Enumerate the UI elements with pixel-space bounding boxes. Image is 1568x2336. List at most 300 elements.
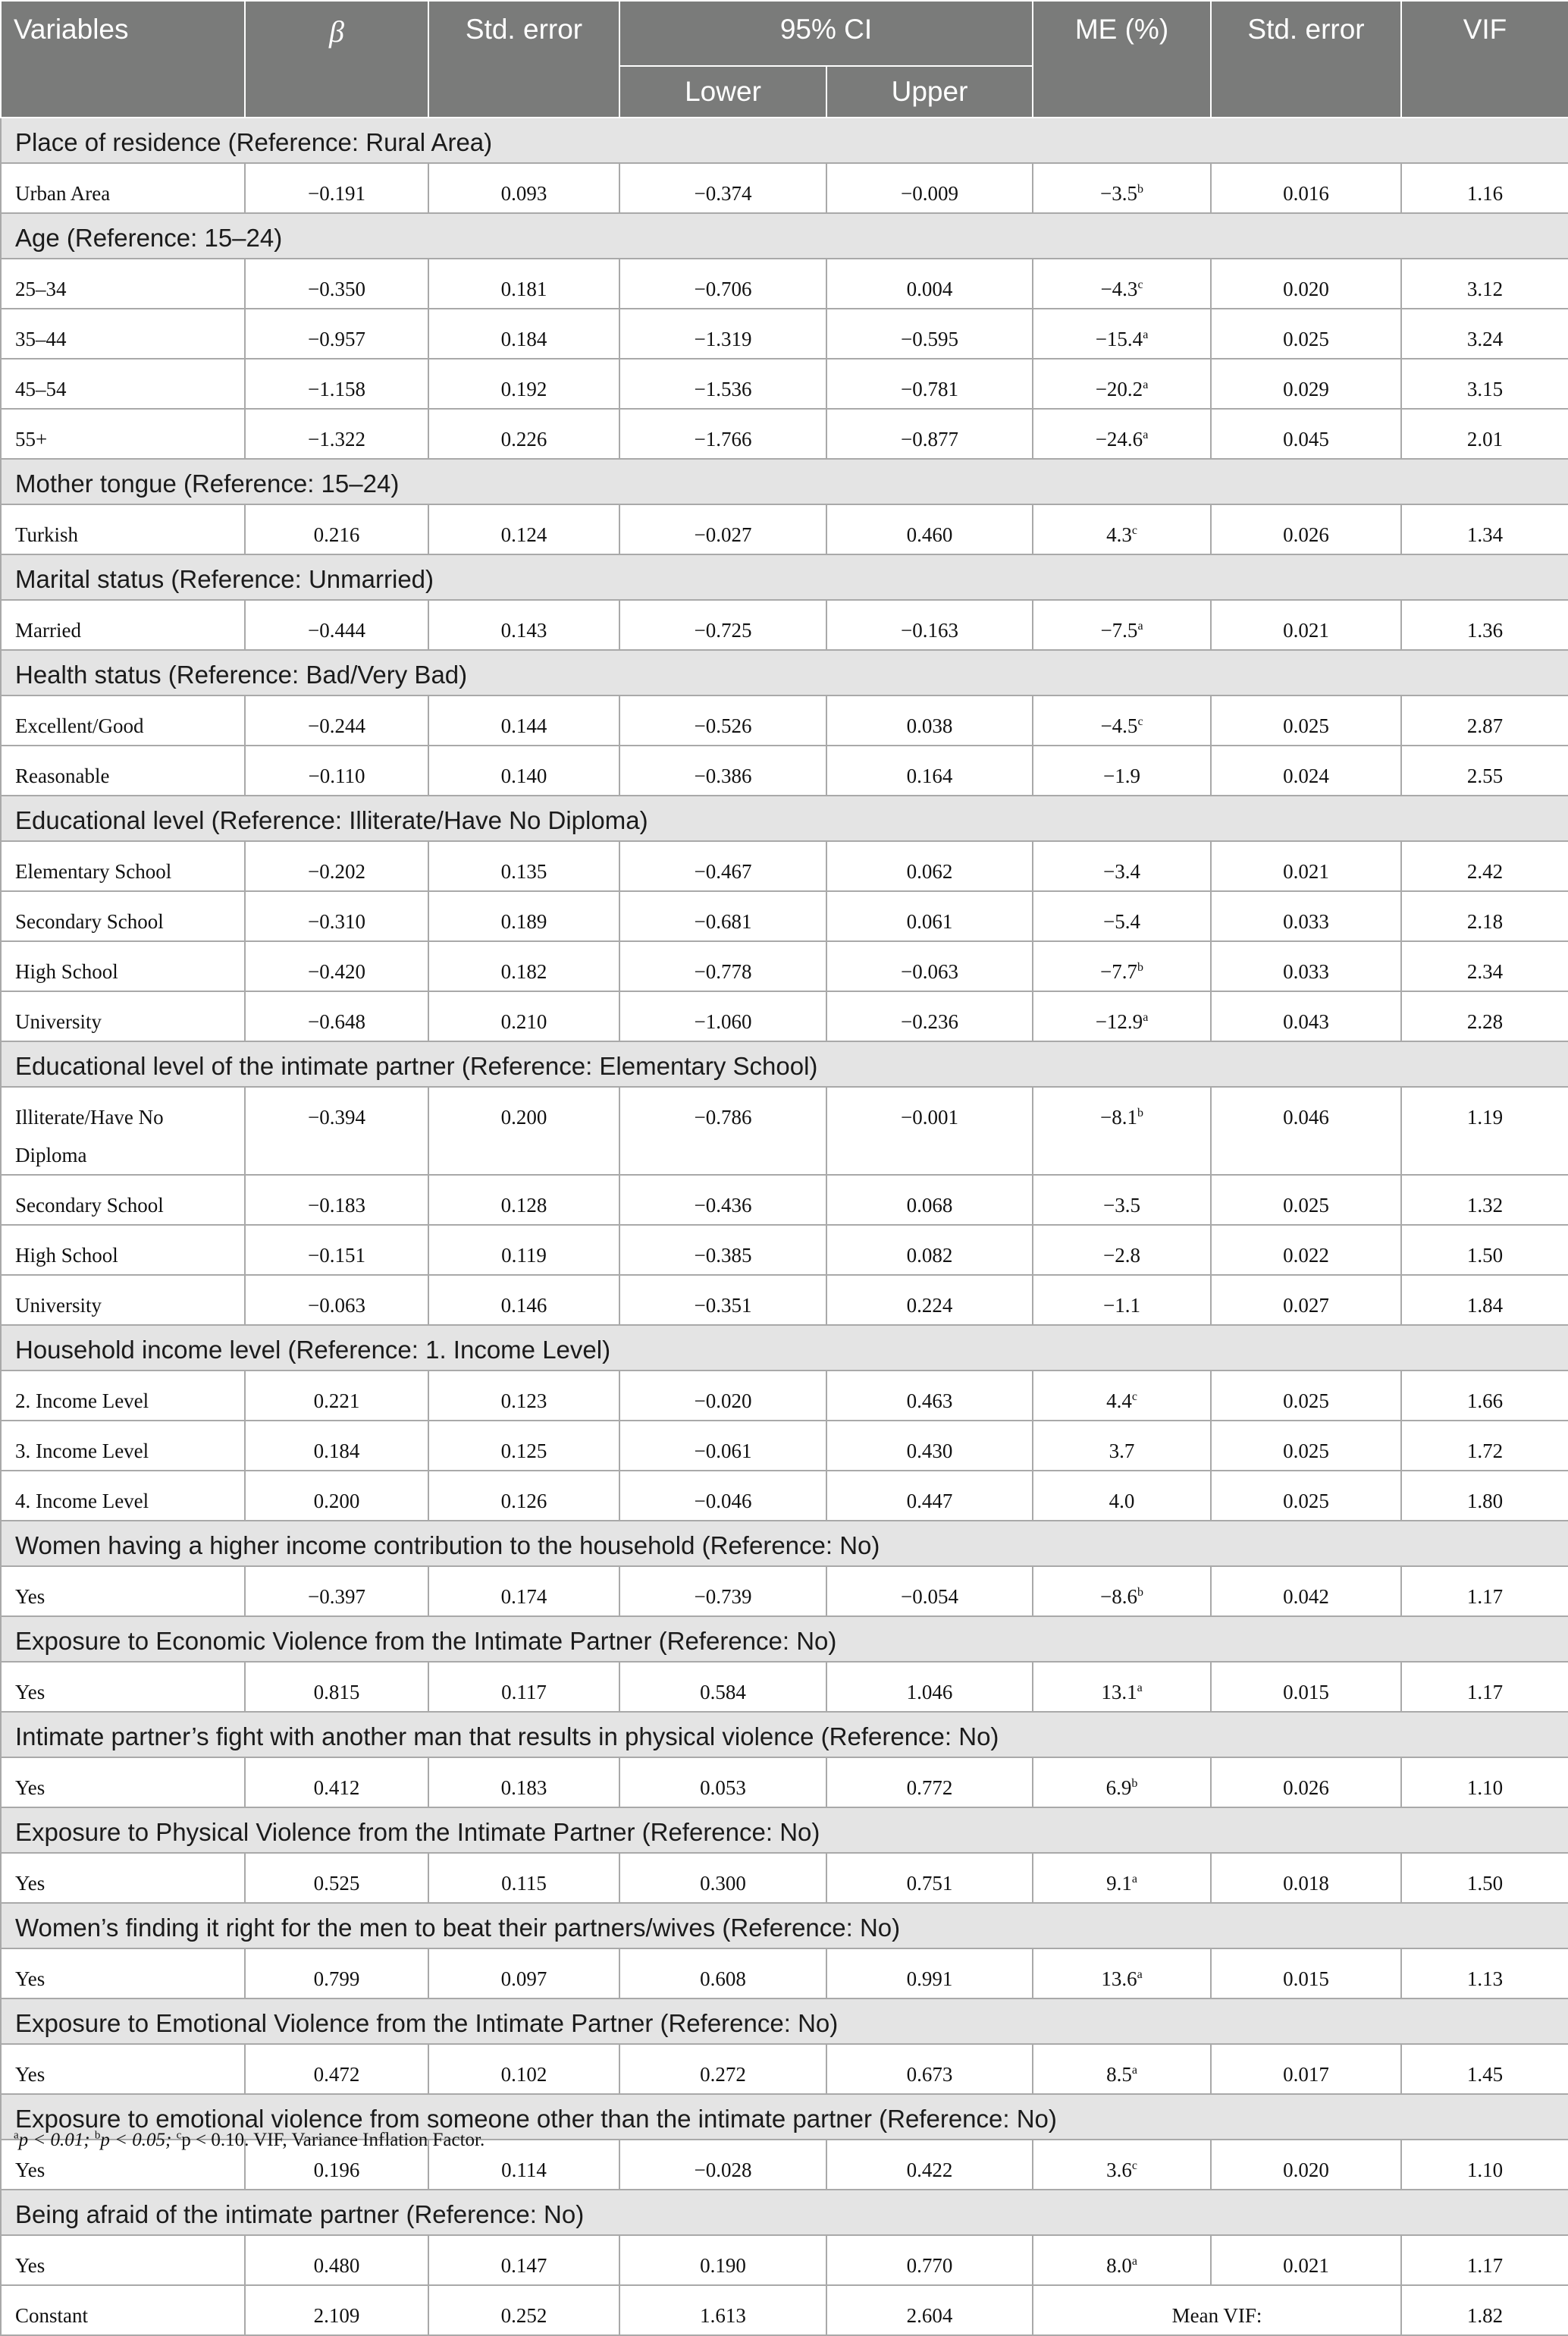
group-header-row [1,1325,1568,1371]
cell-ci-upper: 0.673 [826,2044,1033,2094]
cell-ci-upper: 0.772 [826,1757,1033,1807]
cell-vif: 2.28 [1401,991,1568,1041]
row-label: Married [1,600,245,650]
cell-beta: 0.200 [245,1471,428,1521]
group-title: Educational level (Reference: Illiterate/Have No Diploma) [1,796,1568,841]
cell-beta: −0.648 [245,991,428,1041]
cell-me-std-error: 0.024 [1211,746,1401,796]
footnote-mark-a: a [14,2129,19,2142]
cell-ci-lower: −0.436 [619,1175,826,1225]
table-row [1,1371,1568,1421]
header-ci-lower: Lower [619,66,826,118]
header-vif: VIF [1401,1,1568,118]
cell-me-std-error: 0.020 [1211,259,1401,309]
cell-ci-lower: 0.608 [619,1948,826,1998]
cell-beta: −1.158 [245,359,428,409]
me-value: −4.3 [1100,278,1138,300]
cell-vif: 2.42 [1401,841,1568,891]
cell-me [1033,1175,1211,1225]
cell-me [1033,1225,1211,1275]
cell-me [1033,1566,1211,1616]
cell-me [1033,1853,1211,1903]
cell-ci-lower: −1.060 [619,991,826,1041]
cell-ci-upper: −0.236 [826,991,1033,1041]
significance-mark: a [1143,1011,1149,1024]
table-row [1,1471,1568,1521]
cell-me [1033,1371,1211,1421]
cell-vif: 1.10 [1401,1757,1568,1807]
cell-ci-upper: 0.224 [826,1275,1033,1325]
mean-vif-label: Mean VIF: [1033,2285,1401,2335]
cell-ci-upper: −0.781 [826,359,1033,409]
cell-ci-upper: −0.063 [826,941,1033,991]
cell-me-std-error: 0.026 [1211,504,1401,554]
cell-ci-upper: 0.068 [826,1175,1033,1225]
me-value: 4.4 [1106,1389,1132,1412]
cell-ci-upper: 0.991 [826,1948,1033,1998]
me-value: −7.5 [1100,619,1138,642]
significance-mark: a [1137,620,1143,633]
cell-ci-lower: 0.584 [619,1662,826,1712]
row-label: Yes [1,1566,245,1616]
group-header-row [1,1807,1568,1853]
cell-ci-upper: 0.038 [826,695,1033,746]
table-row [1,841,1568,891]
cell-ci-lower: −1.319 [619,309,826,359]
row-label: Yes [1,2044,245,2094]
me-value: 9.1 [1106,1872,1132,1895]
cell-ci-lower: −0.046 [619,1471,826,1521]
cell-ci-lower: −0.027 [619,504,826,554]
me-value: −20.2 [1095,378,1143,400]
table-row [1,1421,1568,1471]
table-row [1,2235,1568,2285]
cell-beta: −0.202 [245,841,428,891]
cell-ci-upper: 0.004 [826,259,1033,309]
cell-ci-lower: 0.053 [619,1757,826,1807]
cell-me-std-error: 0.018 [1211,1853,1401,1903]
cell-std-error: 0.200 [428,1087,619,1175]
significance-mark: b [1137,183,1143,196]
me-value: 4.3 [1106,523,1132,546]
group-title: Being afraid of the intimate partner (Reference: No) [1,2190,1568,2235]
cell-std-error: 0.147 [428,2235,619,2285]
cell-me-std-error: 0.021 [1211,841,1401,891]
cell-beta: −0.397 [245,1566,428,1616]
me-value: 3.6 [1106,2159,1132,2181]
table-body [1,118,1568,2335]
group-header-row [1,1616,1568,1662]
cell-vif: 1.17 [1401,1662,1568,1712]
cell-beta: 0.221 [245,1371,428,1421]
row-label: Secondary School [1,1175,245,1225]
cell-ci-lower: −0.786 [619,1087,826,1175]
group-header-row [1,796,1568,841]
header-me: ME (%) [1033,1,1211,118]
cell-ci-lower: −0.374 [619,163,826,213]
group-title: Exposure to Economic Violence from the Intimate Partner (Reference: No) [1,1616,1568,1662]
me-value: −3.4 [1103,860,1140,883]
group-header-row [1,1041,1568,1087]
cell-ci-upper: 0.460 [826,504,1033,554]
significance-mark: b [1137,1586,1143,1599]
cell-me [1033,1662,1211,1712]
significance-mark: c [1137,715,1143,728]
cell-std-error: 0.125 [428,1421,619,1471]
me-value: −12.9 [1095,1010,1143,1033]
cell-ci-upper: −0.001 [826,1087,1033,1175]
group-header-row [1,1998,1568,2044]
cell-ci-lower: −0.351 [619,1275,826,1325]
me-value: −1.1 [1103,1294,1140,1317]
row-label: 55+ [1,409,245,459]
cell-me-std-error: 0.021 [1211,2235,1401,2285]
significance-mark: c [1131,1390,1137,1403]
cell-me [1033,504,1211,554]
me-value: −4.5 [1100,714,1138,737]
cell-vif: 2.01 [1401,409,1568,459]
cell-ci-lower: 0.300 [619,1853,826,1903]
cell-std-error: 0.189 [428,891,619,941]
group-title: Health status (Reference: Bad/Very Bad) [1,650,1568,695]
cell-beta: 2.109 [245,2285,428,2335]
cell-std-error: 0.128 [428,1175,619,1225]
table-header [1,1,1568,118]
table-row [1,504,1568,554]
cell-vif: 3.12 [1401,259,1568,309]
group-title: Educational level of the intimate partner (Reference: Elementary School) [1,1041,1568,1087]
cell-beta: −0.420 [245,941,428,991]
cell-me-std-error: 0.016 [1211,163,1401,213]
cell-me [1033,600,1211,650]
row-label: Yes [1,1948,245,1998]
cell-me-std-error: 0.015 [1211,1662,1401,1712]
significance-mark: a [1143,429,1149,441]
table-row [1,695,1568,746]
group-header-row [1,1903,1568,1948]
group-title: Mother tongue (Reference: 15–24) [1,459,1568,504]
cell-vif: 1.17 [1401,2235,1568,2285]
header-ci-upper: Upper [826,66,1033,118]
footnote-b: p < 0.05; [100,2130,177,2150]
me-value: −24.6 [1095,428,1143,451]
me-value: −3.5 [1100,182,1137,205]
cell-me [1033,359,1211,409]
cell-me [1033,1275,1211,1325]
cell-ci-upper: 0.463 [826,1371,1033,1421]
me-value: 8.5 [1106,2063,1132,2086]
row-label: University [1,1275,245,1325]
group-title: Women’s finding it right for the men to beat their partners/wives (Reference: No) [1,1903,1568,1948]
table-row [1,941,1568,991]
table-row [1,1275,1568,1325]
cell-beta: −0.063 [245,1275,428,1325]
cell-me [1033,991,1211,1041]
cell-beta: −0.151 [245,1225,428,1275]
significance-mark: c [1131,2159,1137,2172]
group-title: Household income level (Reference: 1. Income Level) [1,1325,1568,1371]
cell-std-error: 0.126 [428,1471,619,1521]
cell-vif: 1.13 [1401,1948,1568,1998]
me-value: −8.1 [1100,1106,1137,1129]
cell-std-error: 0.114 [428,2140,619,2190]
cell-vif: 1.45 [1401,2044,1568,2094]
group-header-row [1,1521,1568,1566]
cell-beta: −0.191 [245,163,428,213]
cell-std-error: 0.252 [428,2285,619,2335]
row-label: Reasonable [1,746,245,796]
cell-vif: 1.17 [1401,1566,1568,1616]
cell-vif: 2.18 [1401,891,1568,941]
cell-me-std-error: 0.046 [1211,1087,1401,1175]
cell-ci-upper: 0.062 [826,841,1033,891]
cell-me-std-error: 0.025 [1211,1371,1401,1421]
cell-beta: −0.957 [245,309,428,359]
footnote-c: p < 0.10. VIF, Variance Inflation Factor. [181,2130,485,2150]
cell-std-error: 0.181 [428,259,619,309]
cell-std-error: 0.192 [428,359,619,409]
cell-ci-lower: −1.536 [619,359,826,409]
cell-vif: 1.66 [1401,1371,1568,1421]
table-row [1,1175,1568,1225]
cell-me [1033,309,1211,359]
cell-std-error: 0.184 [428,309,619,359]
row-label: 35–44 [1,309,245,359]
cell-ci-lower: 1.613 [619,2285,826,2335]
me-value: 3.7 [1109,1440,1135,1462]
cell-me [1033,1087,1211,1175]
cell-ci-upper: 2.604 [826,2285,1033,2335]
cell-std-error: 0.182 [428,941,619,991]
cell-std-error: 0.174 [428,1566,619,1616]
row-label: University [1,991,245,1041]
cell-vif: 1.16 [1401,163,1568,213]
cell-std-error: 0.183 [428,1757,619,1807]
cell-ci-upper: 0.164 [826,746,1033,796]
cell-beta: −0.110 [245,746,428,796]
cell-ci-lower: −0.681 [619,891,826,941]
cell-beta: 0.525 [245,1853,428,1903]
cell-me-std-error: 0.043 [1211,991,1401,1041]
me-value: 6.9 [1105,1776,1132,1799]
footnote-mark-b: b [94,2129,101,2142]
cell-beta: 0.196 [245,2140,428,2190]
row-label: Excellent/Good [1,695,245,746]
cell-ci-lower: −0.028 [619,2140,826,2190]
row-label: 4. Income Level [1,1471,245,1521]
cell-vif: 1.32 [1401,1175,1568,1225]
cell-ci-upper: 0.422 [826,2140,1033,2190]
cell-me-std-error: 0.027 [1211,1275,1401,1325]
header-beta: β [245,1,428,118]
cell-ci-lower: −0.386 [619,746,826,796]
cell-vif: 1.50 [1401,1853,1568,1903]
cell-ci-upper: −0.877 [826,409,1033,459]
cell-beta: 0.184 [245,1421,428,1471]
row-label: Turkish [1,504,245,554]
me-value: 4.0 [1109,1490,1135,1512]
cell-ci-upper: −0.163 [826,600,1033,650]
cell-beta: −1.322 [245,409,428,459]
cell-beta: 0.815 [245,1662,428,1712]
group-header-row [1,118,1568,163]
cell-std-error: 0.146 [428,1275,619,1325]
row-label: Yes [1,1757,245,1807]
cell-std-error: 0.210 [428,991,619,1041]
cell-me [1033,1757,1211,1807]
cell-beta: 0.412 [245,1757,428,1807]
cell-beta: −0.444 [245,600,428,650]
group-header-row [1,1712,1568,1757]
cell-vif: 3.15 [1401,359,1568,409]
group-header-row [1,554,1568,600]
significance-mark: a [1137,1968,1143,1981]
table-row [1,1853,1568,1903]
cell-ci-upper: 0.447 [826,1471,1033,1521]
cell-me [1033,941,1211,991]
cell-std-error: 0.117 [428,1662,619,1712]
cell-ci-upper: 0.430 [826,1421,1033,1471]
group-title: Intimate partner’s fight with another man that results in physical violence (Reference: No) [1,1712,1568,1757]
me-value: −15.4 [1095,328,1143,350]
table-row [1,1757,1568,1807]
row-label: Yes [1,1662,245,1712]
cell-me [1033,2044,1211,2094]
cell-vif: 1.72 [1401,1421,1568,1471]
cell-beta: 0.472 [245,2044,428,2094]
cell-ci-lower: 0.190 [619,2235,826,2285]
table-row [1,409,1568,459]
significance-mark: a [1131,1873,1137,1885]
row-label: 45–54 [1,359,245,409]
me-value: −5.4 [1103,910,1140,933]
cell-ci-upper: −0.595 [826,309,1033,359]
cell-me-std-error: 0.025 [1211,1175,1401,1225]
cell-me-std-error: 0.042 [1211,1566,1401,1616]
cell-me-std-error: 0.025 [1211,1421,1401,1471]
significance-mark: a [1131,2255,1137,2268]
me-value: −3.5 [1103,1194,1140,1217]
cell-std-error: 0.093 [428,163,619,213]
table-row [1,163,1568,213]
cell-ci-lower: −0.739 [619,1566,826,1616]
cell-me [1033,695,1211,746]
cell-me-std-error: 0.025 [1211,309,1401,359]
cell-vif: 2.55 [1401,746,1568,796]
cell-beta: −0.310 [245,891,428,941]
cell-ci-lower: −0.061 [619,1421,826,1471]
table-row [1,259,1568,309]
cell-me [1033,841,1211,891]
significance-mark: a [1131,2064,1137,2077]
cell-ci-lower: −0.020 [619,1371,826,1421]
cell-me-std-error: 0.026 [1211,1757,1401,1807]
cell-std-error: 0.115 [428,1853,619,1903]
cell-std-error: 0.135 [428,841,619,891]
row-label: High School [1,941,245,991]
significance-mark: b [1137,1107,1143,1119]
cell-vif: 1.10 [1401,2140,1568,2190]
cell-std-error: 0.097 [428,1948,619,1998]
footnote-a: p < 0.01; [18,2130,95,2150]
group-title: Exposure to Emotional Violence from the Intimate Partner (Reference: No) [1,1998,1568,2044]
significance-mark: a [1143,328,1149,341]
cell-vif: 1.36 [1401,600,1568,650]
mean-vif-value: 1.82 [1401,2285,1568,2335]
cell-std-error: 0.140 [428,746,619,796]
significance-mark: b [1131,1777,1138,1790]
footnote-mark-c: c [176,2129,182,2142]
cell-beta: 0.480 [245,2235,428,2285]
me-value: −8.6 [1100,1585,1137,1608]
cell-me [1033,1421,1211,1471]
row-label: Constant [1,2285,245,2335]
table-row [1,1948,1568,1998]
cell-vif: 1.50 [1401,1225,1568,1275]
row-label: 3. Income Level [1,1421,245,1471]
group-title: Age (Reference: 15–24) [1,213,1568,259]
cell-me [1033,409,1211,459]
group-title: Exposure to emotional violence from someone other than the intimate partner (Reference: No) [1,2094,1568,2140]
cell-std-error: 0.119 [428,1225,619,1275]
cell-me-std-error: 0.033 [1211,941,1401,991]
table-row [1,600,1568,650]
row-label: 2. Income Level [1,1371,245,1421]
cell-me [1033,1471,1211,1521]
cell-ci-lower: −1.766 [619,409,826,459]
cell-beta: −0.183 [245,1175,428,1225]
cell-me [1033,259,1211,309]
cell-me-std-error: 0.033 [1211,891,1401,941]
cell-std-error: 0.226 [428,409,619,459]
cell-ci-upper: −0.054 [826,1566,1033,1616]
header-ci: 95% CI [619,1,1033,66]
row-label: Yes [1,1853,245,1903]
cell-me [1033,2140,1211,2190]
cell-ci-upper: −0.009 [826,163,1033,213]
me-value: 13.6 [1101,1967,1137,1990]
cell-beta: −0.350 [245,259,428,309]
cell-me [1033,891,1211,941]
table-row [1,746,1568,796]
cell-std-error: 0.123 [428,1371,619,1421]
significance-mark: c [1131,524,1137,537]
header-std-error-me: Std. error [1211,1,1401,118]
cell-vif: 1.34 [1401,504,1568,554]
me-value: −2.8 [1103,1244,1140,1267]
cell-ci-lower: −0.725 [619,600,826,650]
cell-me-std-error: 0.025 [1211,695,1401,746]
cell-ci-lower: −0.385 [619,1225,826,1275]
cell-ci-lower: 0.272 [619,2044,826,2094]
cell-vif: 3.24 [1401,309,1568,359]
cell-me-std-error: 0.021 [1211,600,1401,650]
header-variables: Variables [1,1,245,118]
table-row [1,1662,1568,1712]
group-header-row [1,650,1568,695]
me-value: 13.1 [1101,1681,1137,1703]
me-value: −7.7 [1100,960,1137,983]
table-footnote [14,2130,485,2151]
cell-me-std-error: 0.015 [1211,1948,1401,1998]
header-std-error: Std. error [428,1,619,118]
table-row [1,309,1568,359]
significance-mark: a [1143,378,1149,391]
table-row [1,1566,1568,1616]
group-header-row [1,213,1568,259]
significance-mark: b [1137,961,1143,974]
row-label: Illiterate/Have No Diploma [1,1087,245,1175]
